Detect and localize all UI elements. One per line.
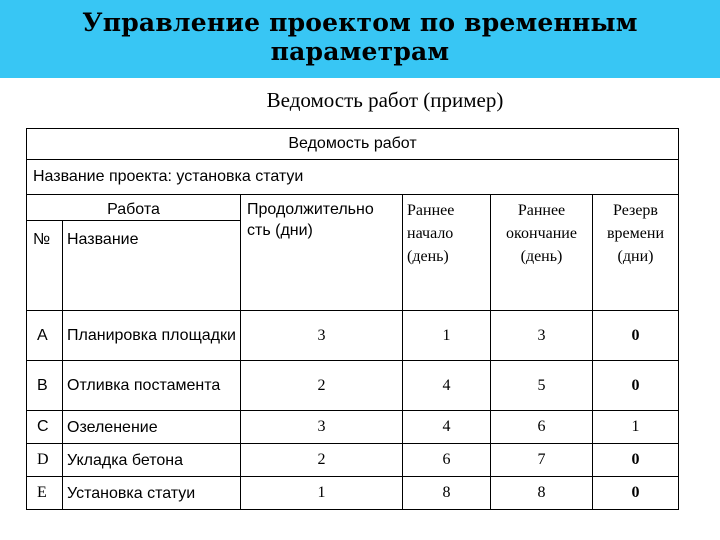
row-early-finish: 5 [491,361,593,411]
row-code: C [27,411,63,444]
row-name: Озеленение [63,411,241,444]
row-early-finish: 7 [491,444,593,477]
row-early-finish: 3 [491,311,593,361]
row-name: Планировка площадки [63,311,241,361]
works-table [26,128,679,510]
table-row [27,444,679,477]
header-name: Название [63,221,241,311]
row-code: E [27,477,63,510]
row-name: Отливка постамента [63,361,241,411]
title-bar [0,0,720,78]
table-caption: Ведомость работ [27,129,679,160]
row-duration: 2 [241,361,403,411]
row-early-finish: 8 [491,477,593,510]
header-early-finish: Раннее окончание (день) [491,195,593,311]
row-early-start: 4 [403,361,491,411]
table-row [27,411,679,444]
project-name: Название проекта: установка статуи [27,160,679,195]
row-early-start: 8 [403,477,491,510]
row-reserve: 1 [593,411,679,444]
header-duration: Продолжительно сть (дни) [241,195,403,311]
row-code: A [27,311,63,361]
row-duration: 1 [241,477,403,510]
header-reserve: Резерв времени (дни) [593,195,679,311]
table-row [27,361,679,411]
header-work: Работа [27,195,241,221]
row-reserve: 0 [593,444,679,477]
row-duration: 3 [241,311,403,361]
row-reserve: 0 [593,311,679,361]
table-row [27,477,679,510]
row-code: B [27,361,63,411]
row-early-finish: 6 [491,411,593,444]
row-name: Укладка бетона [63,444,241,477]
row-name: Установка статуи [63,477,241,510]
row-reserve: 0 [593,477,679,510]
header-number: № [27,221,63,311]
slide-title: Управление проектом по временным параметрам [82,8,638,66]
row-early-start: 6 [403,444,491,477]
table-row [27,311,679,361]
row-early-start: 1 [403,311,491,361]
slide-subtitle: Ведомость работ (пример) [266,88,504,112]
row-duration: 3 [241,411,403,444]
row-duration: 2 [241,444,403,477]
row-early-start: 4 [403,411,491,444]
row-reserve: 0 [593,361,679,411]
row-code: D [27,444,63,477]
header-early-start: Раннее начало (день) [403,195,491,311]
